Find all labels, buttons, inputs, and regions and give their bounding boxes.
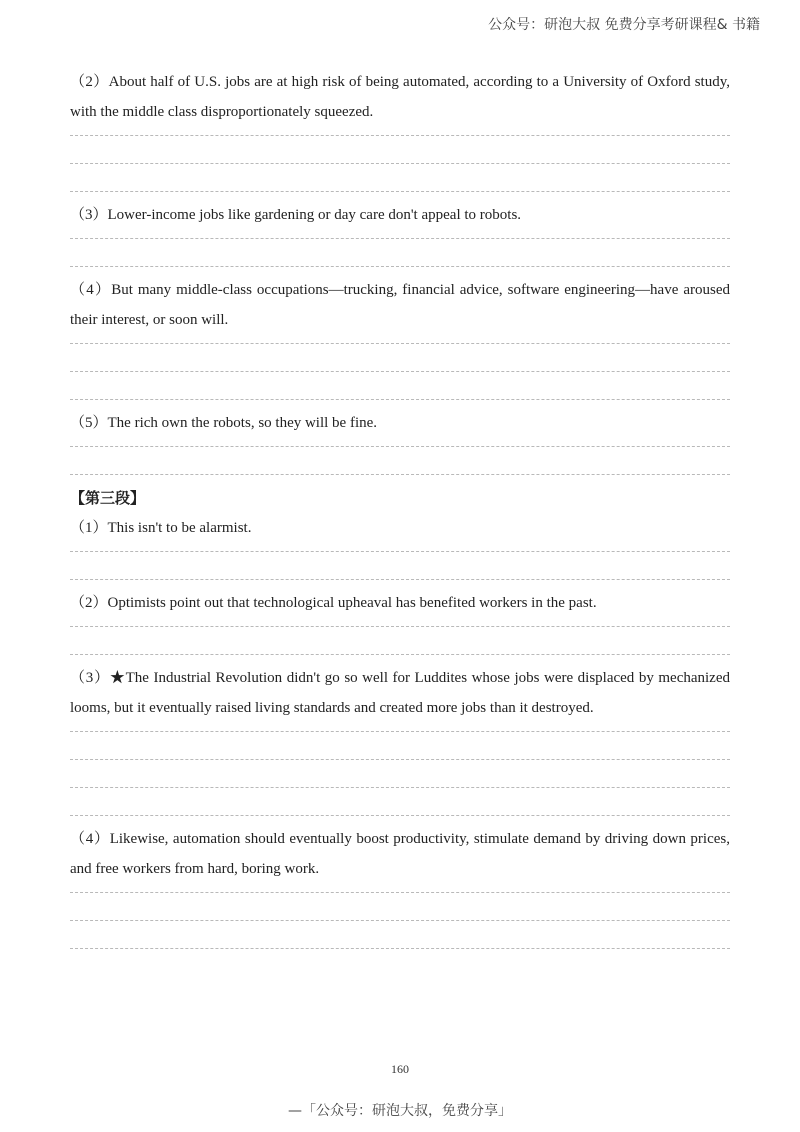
answer-lines xyxy=(70,446,730,475)
sentence-number: （4） xyxy=(70,831,110,847)
answer-line[interactable] xyxy=(70,815,730,816)
sentence-text: Likewise, automation should eventually boost productivity, stimulate demand by driving down prices, and free workers from hard, boring work. xyxy=(70,831,730,877)
sentence-number: （4） xyxy=(70,282,112,298)
answer-lines xyxy=(70,238,730,267)
answer-lines xyxy=(70,135,730,192)
sentence-number: （3） xyxy=(70,670,110,686)
sentence-p2-5 xyxy=(70,408,730,438)
section-heading-paragraph-3: 【第三段】 xyxy=(70,489,146,507)
answer-lines xyxy=(70,551,730,580)
answer-line[interactable] xyxy=(70,892,730,893)
answer-line[interactable] xyxy=(70,474,730,475)
sentence-number: （5） xyxy=(70,415,108,431)
answer-line[interactable] xyxy=(70,731,730,732)
sentence-p3-4 xyxy=(70,824,730,884)
answer-line[interactable] xyxy=(70,371,730,372)
sentence-text: About half of U.S. jobs are at high risk of being automated, according to a University of Oxford study, with the middle class disproportionately squeezed. xyxy=(70,74,730,120)
sentence-p3-2 xyxy=(70,588,730,618)
answer-line[interactable] xyxy=(70,551,730,552)
footer-watermark-note: —「公众号：研泡大叔，免费分享」 xyxy=(288,1103,512,1119)
answer-line[interactable] xyxy=(70,446,730,447)
sentence-text: But many middle-class occupations—trucking, financial advice, software engineering—have aroused their interest, or soon will. xyxy=(70,282,730,328)
answer-line[interactable] xyxy=(70,238,730,239)
page-number: 160 xyxy=(391,1062,409,1076)
sentence-p2-2 xyxy=(70,67,730,127)
sentence-number: （2） xyxy=(70,74,109,90)
sentence-number: （3） xyxy=(70,207,108,223)
header-watermark-note: 公众号：研泡大叔 免费分享考研课程& 书籍 xyxy=(488,17,760,33)
answer-line[interactable] xyxy=(70,343,730,344)
answer-line[interactable] xyxy=(70,266,730,267)
answer-line[interactable] xyxy=(70,399,730,400)
sentence-number: （2） xyxy=(70,595,108,611)
sentence-p2-4 xyxy=(70,275,730,335)
sentence-text: Optimists point out that technological upheaval has benefited workers in the past. xyxy=(107,595,597,611)
sentence-number: （1） xyxy=(70,520,108,536)
sentence-text: Lower-income jobs like gardening or day care don't appeal to robots. xyxy=(107,207,522,223)
answer-line[interactable] xyxy=(70,759,730,760)
answer-line[interactable] xyxy=(70,626,730,627)
sentence-text: ★The Industrial Revolution didn't go so well for Luddites whose jobs were displaced by mechanized looms, but it eventually raised living standards and created more jobs than it destroyed. xyxy=(70,670,730,716)
answer-line[interactable] xyxy=(70,163,730,164)
answer-line[interactable] xyxy=(70,654,730,655)
sentence-text: This isn't to be alarmist. xyxy=(107,520,252,536)
sentence-p3-1 xyxy=(70,513,730,543)
answer-line[interactable] xyxy=(70,787,730,788)
answer-line[interactable] xyxy=(70,191,730,192)
sentence-p2-3 xyxy=(70,200,730,230)
sentence-text: The rich own the robots, so they will be fine. xyxy=(107,415,378,431)
answer-lines xyxy=(70,343,730,400)
answer-lines xyxy=(70,892,730,949)
answer-line[interactable] xyxy=(70,948,730,949)
sentence-p3-3 xyxy=(70,663,730,723)
answer-line[interactable] xyxy=(70,579,730,580)
answer-lines xyxy=(70,731,730,816)
answer-line[interactable] xyxy=(70,920,730,921)
answer-lines xyxy=(70,626,730,655)
worksheet-content xyxy=(70,67,730,957)
answer-line[interactable] xyxy=(70,135,730,136)
